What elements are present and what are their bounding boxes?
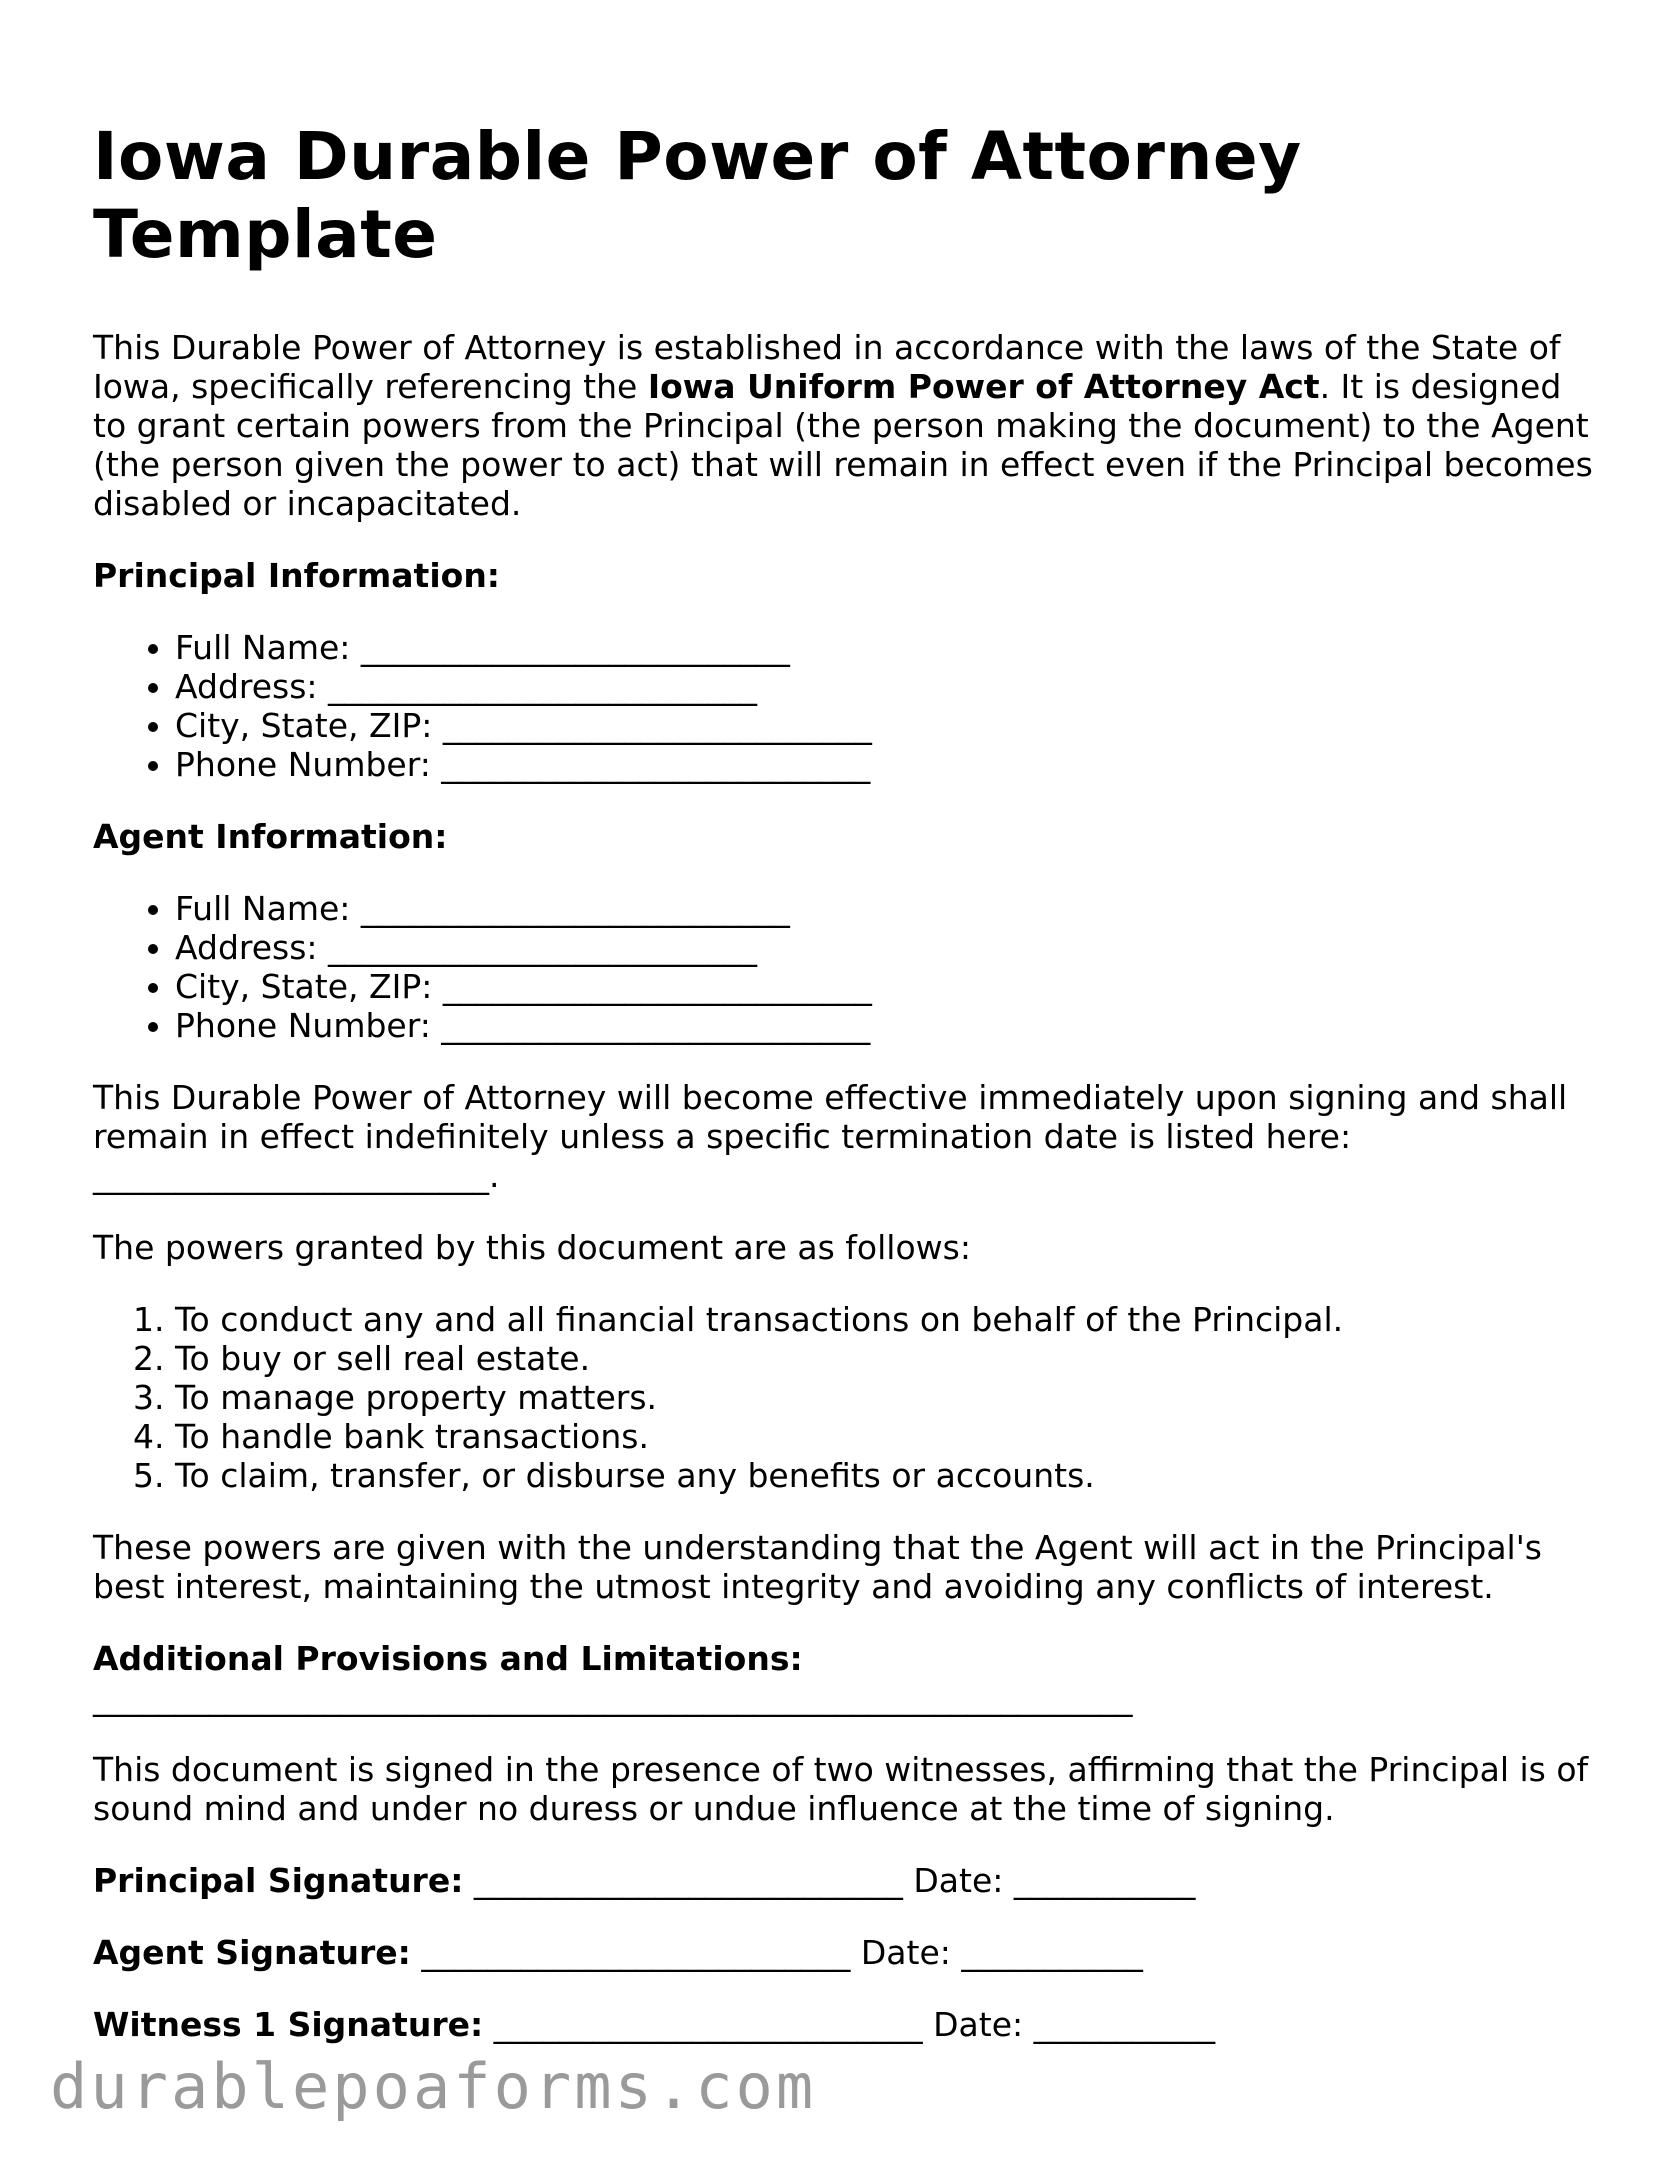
witness1-signature-line [93,2005,1603,2044]
power-item: 1. To conduct any and all financial transactions on behalf of the Principal. [175,1300,1603,1339]
site-watermark: durablepoaforms.com [50,2050,817,2123]
agent-signature-line [93,1933,1603,1972]
agent-signature-label: Agent Signature: [93,1933,411,1972]
agent-fields [93,889,1603,1045]
power-item: 5. To claim, transfer, or disburse any benefits or accounts. [175,1456,1603,1495]
witness1-signature-blank: __________________________ Date: ___________ [483,2005,1216,2044]
principal-fields [93,628,1603,784]
provisions-heading: Additional Provisions and Limitations: [93,1639,803,1678]
powers-intro: The powers granted by this document are as follows: [93,1228,971,1267]
principal-address-field: • Address: __________________________ [175,667,1603,706]
intro-text-after: . It is designed to grant certain powers from the Principal (the person making the document) to the Agent (the person given the power to act) that will remain in effect even if the Principal becomes disabled or incapacitated. [93,367,1593,523]
intro-paragraph [93,328,1603,523]
principal-phone-field: • Phone Number: __________________________ [175,745,1603,784]
witness1-signature-label: Witness 1 Signature: [93,2005,484,2044]
power-item: 3. To manage property matters. [175,1378,1603,1417]
document-page [93,118,1603,2077]
principal-signature-label: Principal Signature: [93,1861,464,1900]
powers-list [93,1300,1603,1495]
agent-city-state-zip-field: • City, State, ZIP: __________________________ [175,967,1603,1006]
power-item: 4. To handle bank transactions. [175,1417,1603,1456]
principal-signature-line [93,1861,1603,1900]
agent-signature-blank: __________________________ Date: ___________ [410,1933,1143,1972]
document-title: Iowa Durable Power of Attorney Template [93,118,1302,273]
provisions-blank-line: _______________________________________________________________ [93,1678,1133,1717]
principal-city-state-zip-field: • City, State, ZIP: __________________________ [175,706,1603,745]
provisions-block [93,1639,1603,1717]
agent-phone-field: • Phone Number: __________________________ [175,1006,1603,1045]
agent-full-name-field: • Full Name: __________________________ [175,889,1603,928]
intro-text-before: This Durable Power of Attorney is established in accordance with the laws of the State of Iowa, specifically referencing the [93,328,1561,406]
witness-statement: This document is signed in the presence of two witnesses, affirming that the Principal is of sound mind and under no duress or undue influence at the time of signing. [93,1750,1589,1828]
effective-paragraph: This Durable Power of Attorney will become effective immediately upon signing and shall remain in effect indefinitely unless a specific termination date is listed here: ________________________. [93,1078,1568,1195]
agent-heading: Agent Information: [93,817,448,856]
agent-address-field: • Address: __________________________ [175,928,1603,967]
principal-heading: Principal Information: [93,556,501,595]
principal-full-name-field: • Full Name: __________________________ [175,628,1603,667]
power-item: 2. To buy or sell real estate. [175,1339,1603,1378]
act-name: Iowa Uniform Power of Attorney Act [647,367,1320,406]
understanding-paragraph: These powers are given with the understanding that the Agent will act in the Principal's best interest, maintaining the utmost integrity and avoiding any conflicts of interest. [93,1528,1542,1606]
principal-signature-blank: __________________________ Date: ___________ [463,1861,1196,1900]
